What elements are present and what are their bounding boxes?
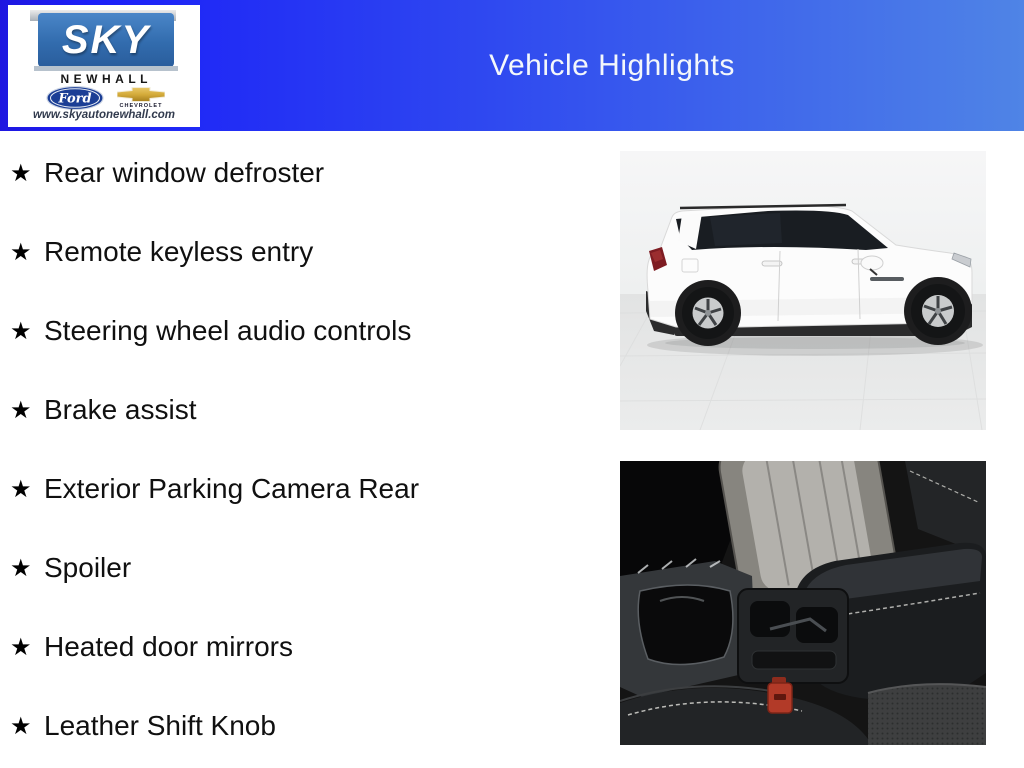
chevrolet-label: CHEVROLET (119, 103, 163, 109)
feature-label: Spoiler (44, 551, 132, 583)
features-list (10, 133, 610, 765)
interior-console-illustration (620, 461, 986, 745)
feature-label: Remote keyless entry (44, 235, 314, 267)
star-bullet-icon: ★ (10, 474, 32, 503)
exterior-car-illustration (620, 151, 986, 430)
feature-row (10, 686, 610, 765)
feature-label: Rear window defroster (44, 156, 325, 188)
feature-row (10, 370, 610, 449)
sky-logo-text: SKY (61, 18, 151, 62)
seatbelt-buckle (768, 677, 792, 713)
star-bullet-icon: ★ (10, 316, 32, 345)
star-bullet-icon: ★ (10, 553, 32, 582)
exterior-photo (620, 151, 986, 430)
feature-label: Leather Shift Knob (44, 709, 276, 741)
header-bar (0, 0, 1024, 131)
page-title: Vehicle Highlights (489, 49, 735, 82)
star-bullet-icon: ★ (10, 711, 32, 740)
sky-logo-plaque (38, 13, 174, 67)
star-bullet-icon: ★ (10, 632, 32, 661)
feature-label: Brake assist (44, 393, 197, 425)
chevrolet-bowtie-icon (117, 87, 165, 102)
feature-row (10, 528, 610, 607)
star-bullet-icon: ★ (10, 158, 32, 187)
feature-row (10, 449, 610, 528)
feature-row (10, 291, 610, 370)
feature-row (10, 607, 610, 686)
feature-label: Heated door mirrors (44, 630, 293, 662)
chevrolet-logo (114, 87, 168, 109)
logo-bevel-bottom (34, 66, 178, 71)
ford-logo-icon (46, 86, 104, 110)
feature-label: Exterior Parking Camera Rear (44, 472, 420, 504)
svg-text:Ford: Ford (58, 91, 92, 107)
newhall-label: NEWHALL (60, 72, 152, 86)
interior-photo (620, 461, 986, 745)
dealer-website-url: www.skyautonewhall.com (32, 109, 176, 121)
feature-row (10, 133, 610, 212)
feature-label: Steering wheel audio controls (44, 314, 412, 346)
feature-row (10, 212, 610, 291)
star-bullet-icon: ★ (10, 395, 32, 424)
star-bullet-icon: ★ (10, 237, 32, 266)
dealer-logo (8, 5, 200, 127)
